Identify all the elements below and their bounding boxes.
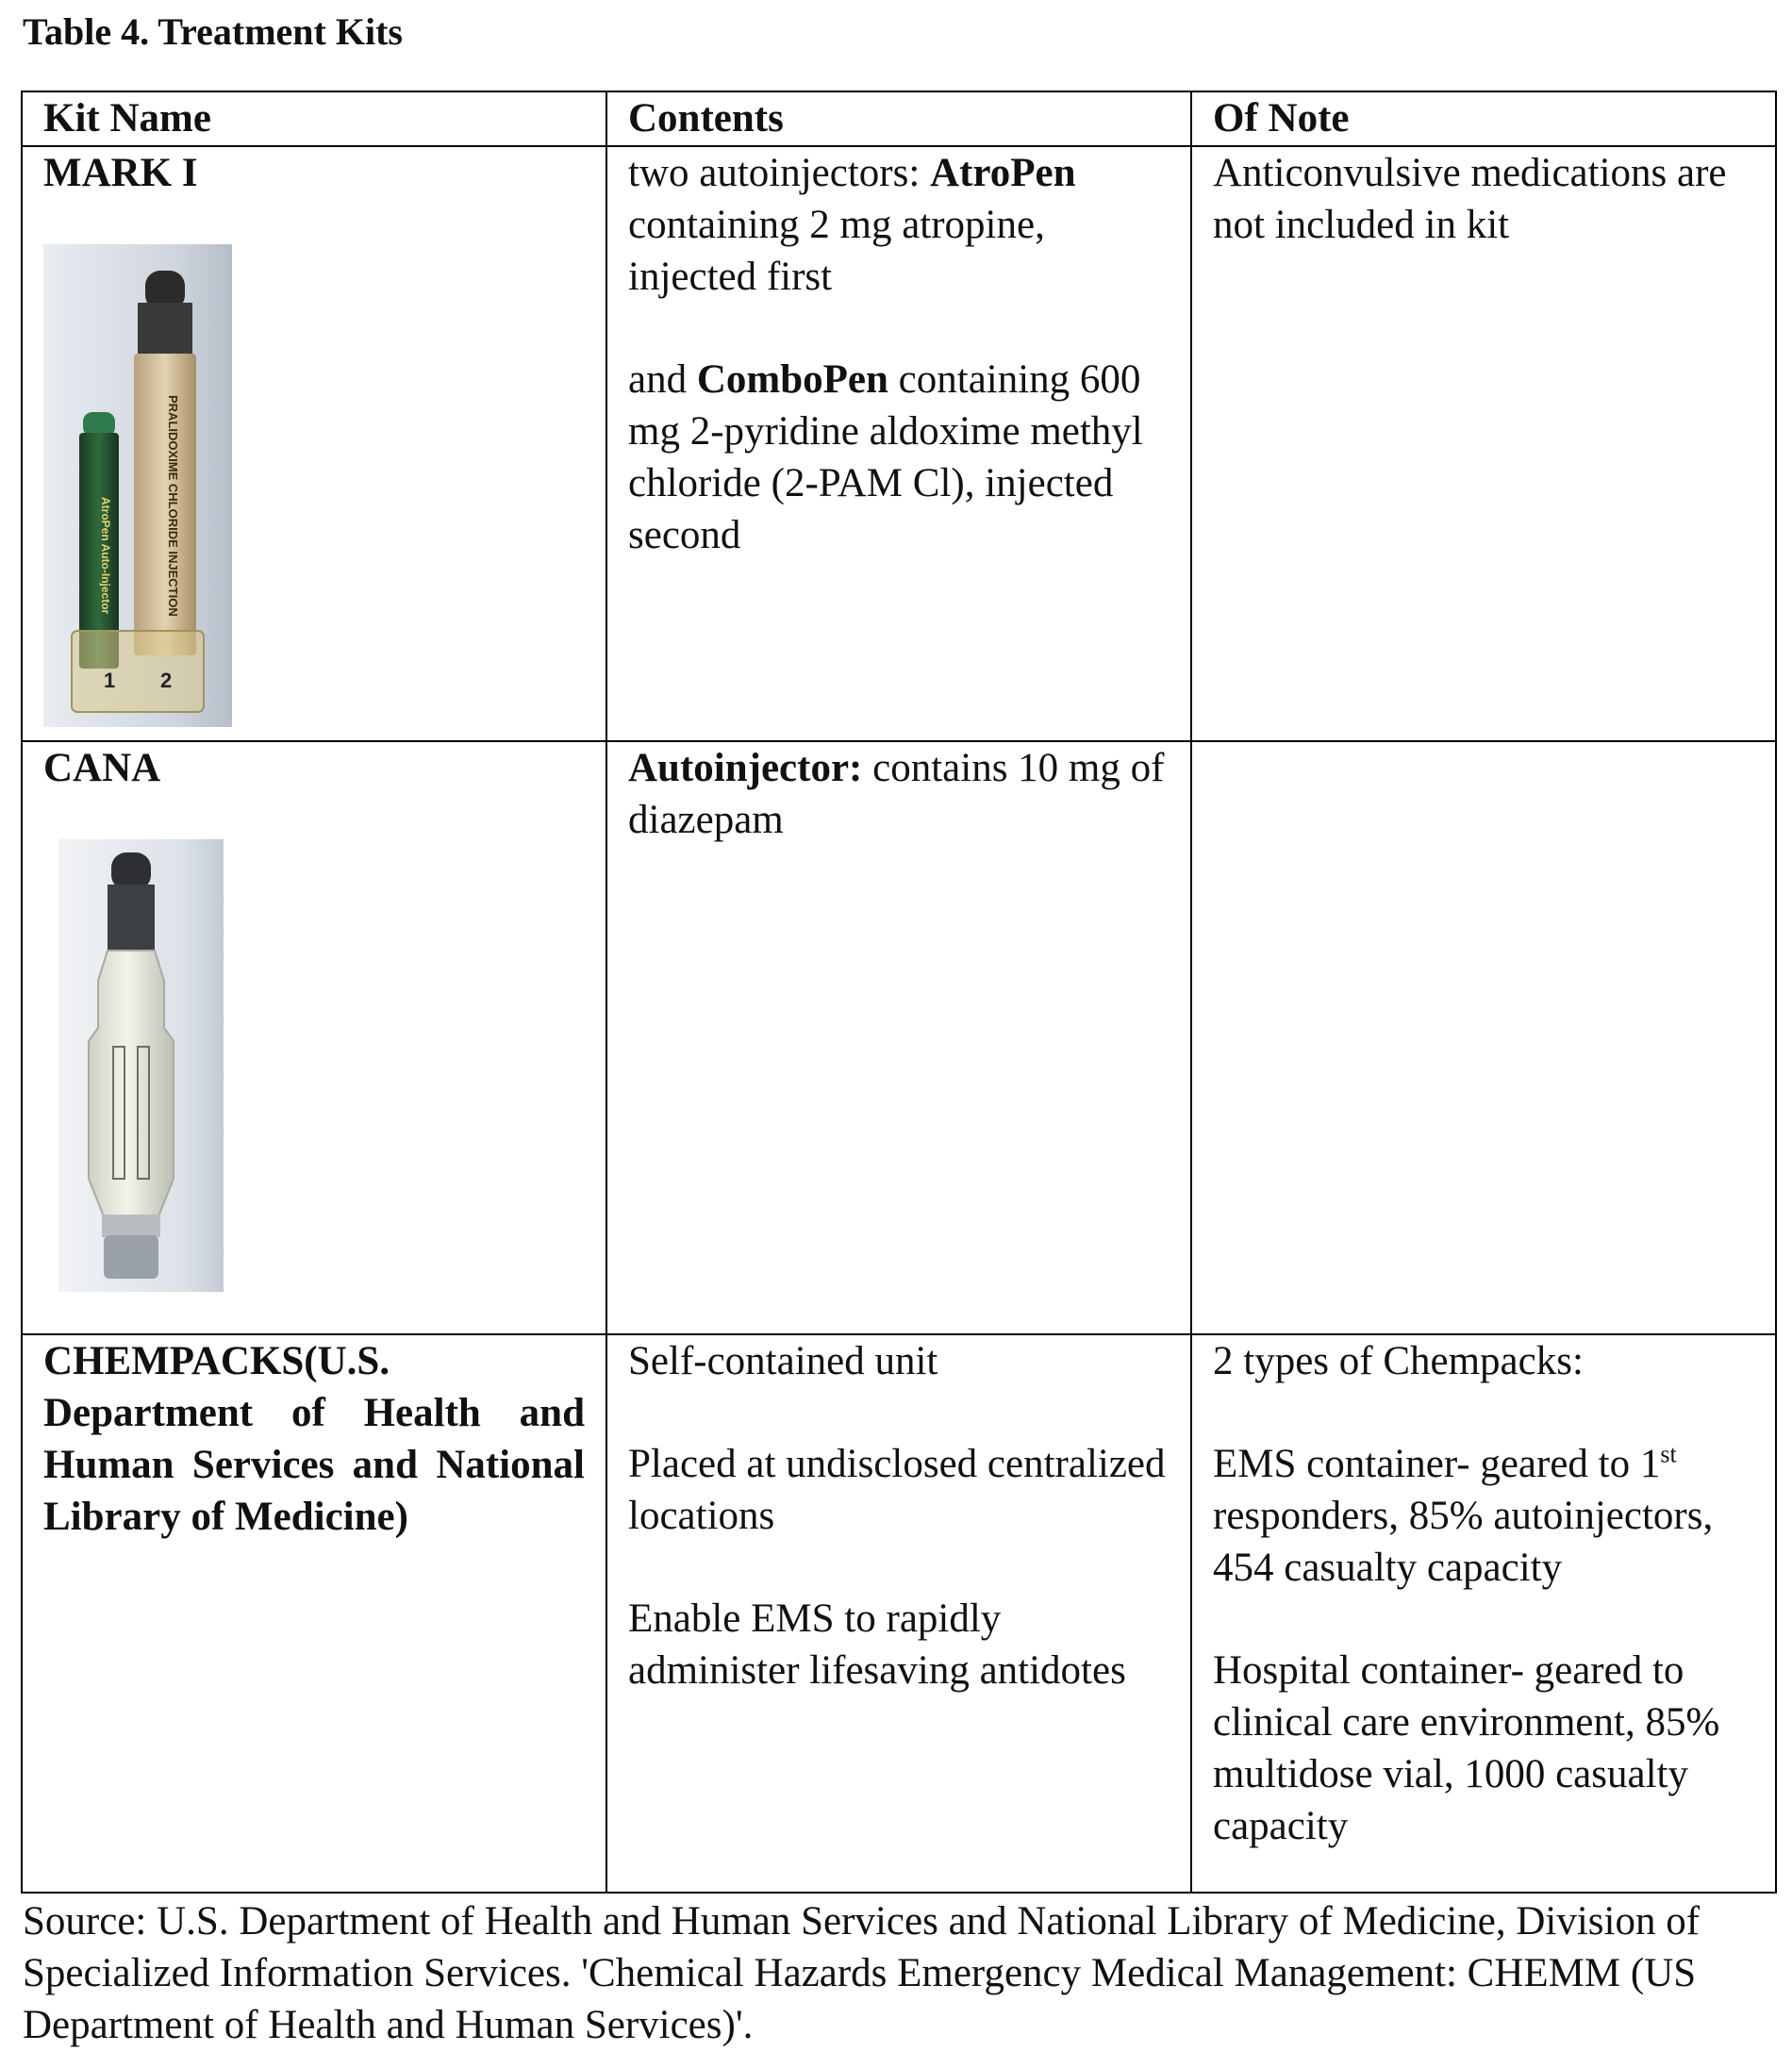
kit-name-chempacks: CHEMPACKS(U.S. Department of Health and Human Services and National Library of Medicine) [43, 1339, 585, 1539]
mark-i-kit-photo [43, 244, 232, 727]
pen1-label: AtroPen Auto-Injector [99, 497, 112, 615]
contents-paragraph: Enable EMS to rapidly administer lifesaving antidotes [628, 1596, 1126, 1693]
treatment-kits-table [21, 91, 1777, 1894]
header-of-note: Of Note [1191, 91, 1776, 146]
header-contents: Contents [606, 91, 1191, 146]
note-text: Hospital container- geared to clinical care environment, 85% multidose vial, 1000 casualty capacity [1213, 1648, 1720, 1848]
table-header-row [22, 91, 1776, 146]
table-row [22, 741, 1776, 1334]
contents-paragraph: Autoinjector: contains 10 mg of diazepam [628, 746, 1165, 842]
of-note-cell [1191, 146, 1776, 741]
table-row [22, 146, 1776, 741]
slot-2-number: 2 [160, 669, 173, 692]
header-kit-name: Kit Name [22, 91, 606, 146]
kit-name-cell [22, 146, 606, 741]
contents-paragraph: Self-contained unit [628, 1339, 938, 1383]
table-caption: Table 4. Treatment Kits [23, 10, 403, 53]
contents-cell [606, 1334, 1191, 1893]
kit-name-cana: CANA [43, 746, 161, 790]
source-citation: Source: U.S. Department of Health and Human Services and National Library of Medicine, Division of Specialized Information Services. 'Chemical Hazards Emergency Medical Management: CHEMM (US Department of Health and Human Services)'. [23, 1899, 1701, 2047]
contents-cell [606, 741, 1191, 1334]
table-row [22, 1334, 1776, 1893]
note-text: Anticonvulsive medications are not included in kit [1213, 151, 1727, 247]
contents-paragraph: Placed at undisclosed centralized locations [628, 1442, 1166, 1538]
slot-1-number: 1 [104, 669, 116, 692]
of-note-cell [1191, 741, 1776, 1334]
pen2-label: PRALIDOXIME CHLORIDE INJECTION [166, 395, 180, 617]
kit-name-mark-i: MARK I [43, 151, 198, 195]
note-text: EMS container- geared to 1st responders, 85% autoinjectors, 454 casualty capacity [1213, 1440, 1714, 1590]
kit-name-cell [22, 741, 606, 1334]
of-note-cell [1191, 1334, 1776, 1893]
contents-cell [606, 146, 1191, 741]
contents-paragraph: two autoinjectors: AtroPen containing 2 mg atropine, injected first [628, 151, 1076, 299]
note-text: 2 types of Chempacks: [1213, 1339, 1584, 1383]
contents-paragraph: and ComboPen containing 600 mg 2-pyridine aldoxime methyl chloride (2-PAM Cl), injected second [628, 357, 1143, 557]
kit-name-cell [22, 1334, 606, 1893]
cana-autoinjector-photo [58, 839, 224, 1292]
